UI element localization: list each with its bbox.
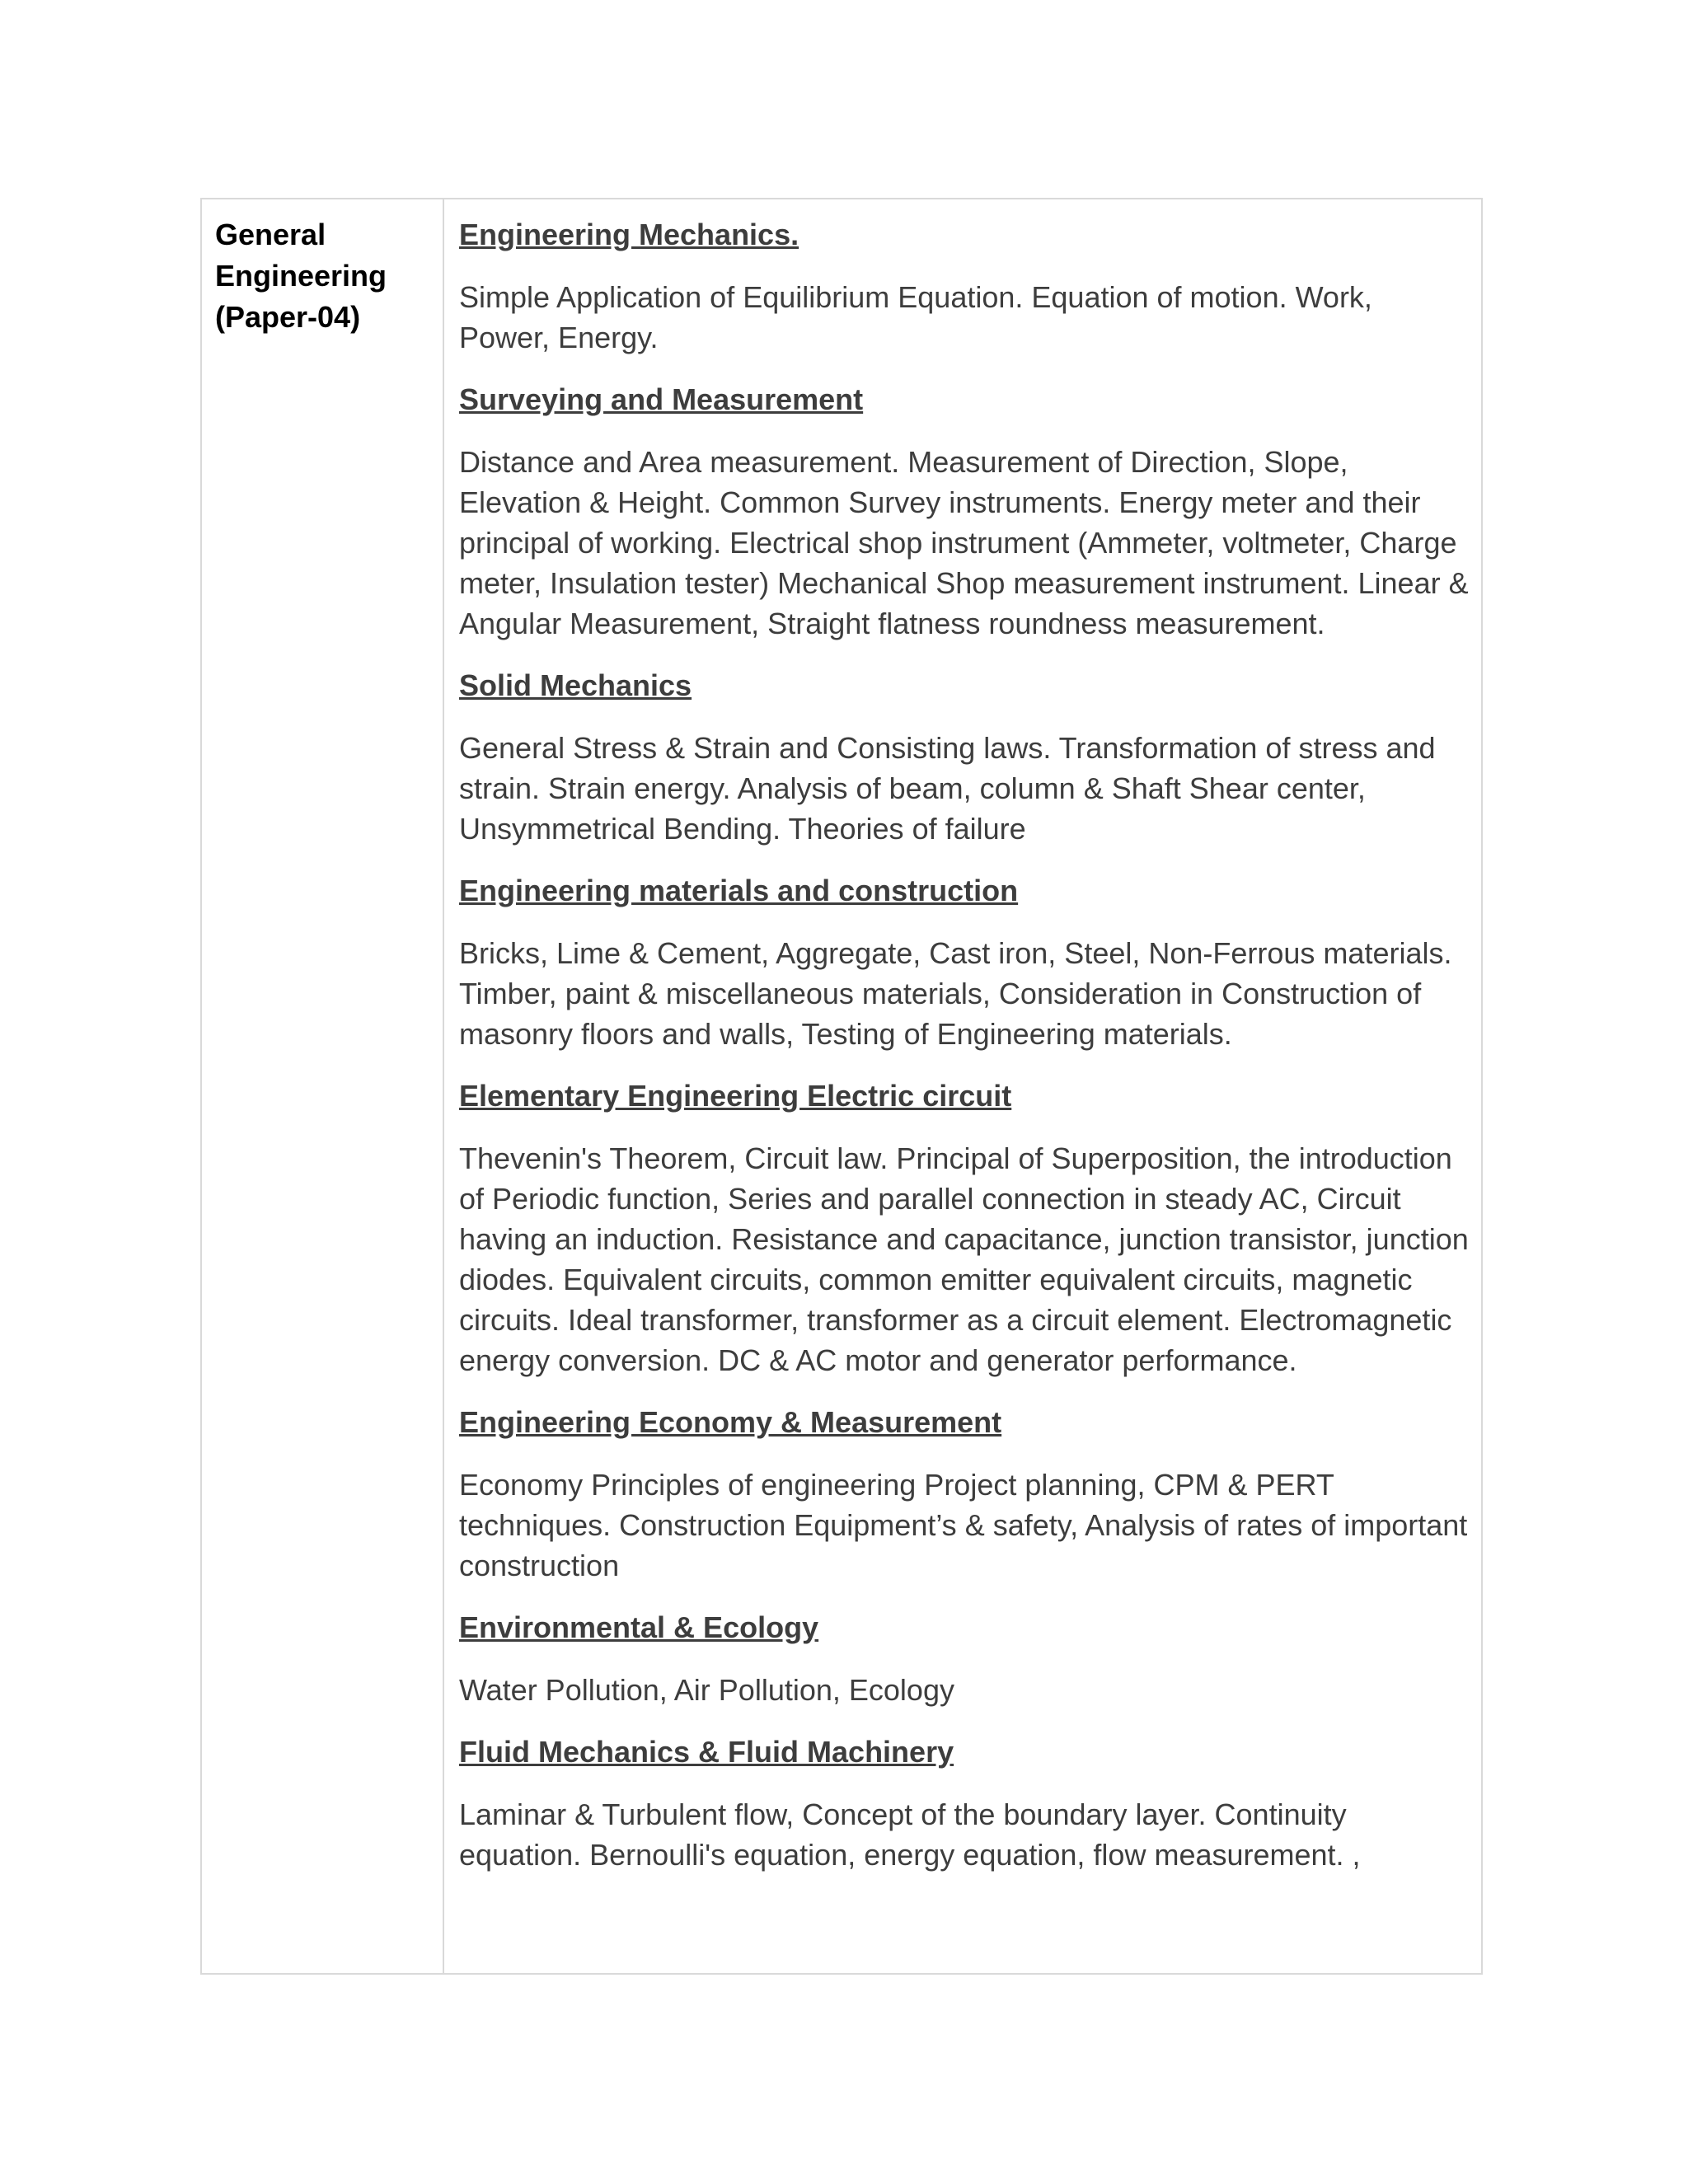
syllabus-table — [200, 198, 1483, 1975]
section-heading-solid-mechanics: Solid Mechanics — [459, 668, 692, 702]
section-body-environmental: Water Pollution, Air Pollution, Ecology — [459, 1673, 954, 1707]
subject-name: General Engineering (Paper-04) — [215, 218, 387, 334]
section-body-electric-circuit: Thevenin's Theorem, Circuit law. Principal of Superposition, the introduction of Periodic function, Series and parallel connection in steady AC, Circuit having an induction. Resistance and capacitance, junction transistor, junction diodes. Equivalent circuits, common emitter equivalent circuits, magnetic circuits. Ideal transformer, transformer as a circuit element. Electromagnetic energy conversion. DC & AC motor and generator performance. — [459, 1141, 1469, 1377]
section-body-economy: Economy Principles of engineering Project planning, CPM & PERT techniques. Construction Equipment’s & safety, Analysis of rates of important construction — [459, 1468, 1468, 1582]
section-body-engineering-mechanics: Simple Application of Equilibrium Equation. Equation of motion. Work, Power, Energy. — [459, 280, 1372, 354]
section-body-fluid-mechanics: Laminar & Turbulent flow, Concept of the boundary layer. Continuity equation. Bernoulli's equation, energy equation, flow measurement. , — [459, 1797, 1361, 1872]
section-heading-electric-circuit: Elementary Engineering Electric circuit — [459, 1079, 1012, 1113]
section-heading-engineering-mechanics: Engineering Mechanics. — [459, 218, 799, 251]
section-heading-fluid-mechanics: Fluid Mechanics & Fluid Machinery — [459, 1735, 954, 1769]
section-body-surveying: Distance and Area measurement. Measurement of Direction, Slope, Elevation & Height. Common Survey instruments. Energy meter and their principal of working. Electrical shop instrument (Ammeter, voltmeter, Charge meter, Insulation tester) Mechanical Shop measurement instrument. Linear & Angular Measurement, Straight flatness roundness measurement. — [459, 445, 1469, 640]
section-heading-economy: Engineering Economy & Measurement — [459, 1405, 1002, 1439]
section-heading-materials: Engineering materials and construction — [459, 874, 1019, 907]
topics-cell — [444, 199, 1481, 1973]
section-body-materials: Bricks, Lime & Cement, Aggregate, Cast iron, Steel, Non-Ferrous materials. Timber, paint & miscellaneous materials, Consideration in Construction of masonry floors and walls, Testing of Engineering materials. — [459, 936, 1452, 1051]
section-heading-surveying: Surveying and Measurement — [459, 382, 864, 416]
section-heading-environmental: Environmental & Ecology — [459, 1610, 819, 1644]
subject-cell — [202, 199, 444, 1973]
section-body-solid-mechanics: General Stress & Strain and Consisting laws. Transformation of stress and strain. Strain energy. Analysis of beam, column & Shaft Shear center, Unsymmetrical Bending. Theories of failure — [459, 731, 1436, 846]
